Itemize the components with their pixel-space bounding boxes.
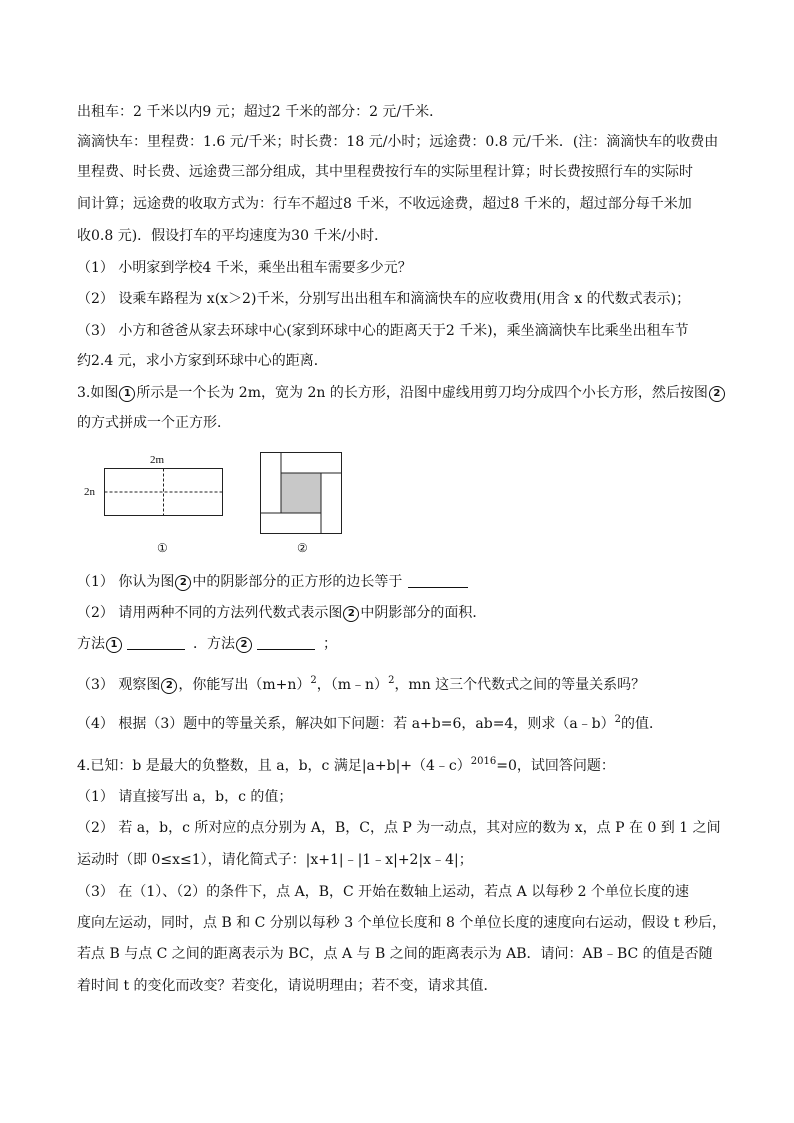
q3-part-2 — [77, 603, 486, 623]
circled-number-2: 2 — [161, 678, 177, 694]
circled-number-2: 2 — [175, 575, 191, 591]
q2-part-3-line-2: 约2.4 元，求小方家到环球中心的距离． — [77, 353, 328, 369]
figure-1-width-label: 2m — [150, 454, 165, 466]
q4-part-1: （1） 请直接写出 a，b，c 的值； — [77, 789, 293, 805]
method-semicolon: ； — [323, 636, 337, 652]
q2-part-2: （2） 设乘车路程为 x(x＞2)千米，分别写出出租车和滴滴快车的应收费用(用含 x 的代数式表示)； — [77, 291, 691, 307]
taxi-fare-line: 出租车：2 千米以内9 元；超过2 千米的部分：2 元/千米． — [77, 104, 444, 120]
q2-part-3-line-1: （3） 小方和爸爸从家去环球中心(家到环球中心的距离天于2 千米)，乘坐滴滴快车比乘坐出租车节 — [77, 323, 689, 339]
q4-part-2-line-2: 运动时（即 0≤x≤1），请化简式子：|x+1|﹣|1﹣x|+2|x﹣4|； — [77, 852, 473, 868]
q4-part-3-line-3: 若点 B 与点 C 之间的距离表示为 BC，点 A 与 B 之间的距离表示为 AB．请问：AB﹣BC 的值是否随 — [77, 946, 713, 962]
didi-note-line-2: 间计算；远途费的收取方式为：行车不超过8 千米，不收远途费，超过8 千米的，超过部分每千米加 — [77, 196, 692, 212]
q4-stem-text-b: =0，试回答问题： — [496, 758, 615, 774]
answer-blank — [408, 573, 468, 588]
q4-part-3-line-4: 着时间 t 的变化而改变？若变化，请说明理由；若不变，请求其值． — [77, 978, 498, 994]
method-label-a: 方法 — [77, 636, 105, 652]
q3-part-3-text-c: ，（m﹣n） — [316, 677, 389, 693]
q3-part-2-text-a: （2） 请用两种不同的方法列代数式表示图 — [77, 605, 343, 621]
q3-part-4-text-b: 的值． — [621, 716, 664, 732]
figure-1-height-label: 2n — [84, 486, 95, 498]
q4-part-2-line-1: （2） 若 a，b，c 所对应的点分别为 A，B，C，点 P 为一动点，其对应的数为 x，点 P 在 0 到 1 之间 — [77, 820, 721, 836]
exponent: 2 — [614, 714, 622, 725]
figure-2-caption: ② — [297, 541, 308, 555]
method-label-b: ．方法 — [193, 636, 235, 652]
q2-part-1: （1） 小明家到学校4 千米，乘坐出租车需要多少元？ — [77, 260, 412, 276]
q4-stem — [77, 752, 615, 776]
q3-part-2-text-b: 中阴影部分的面积． — [360, 605, 487, 621]
q3-part-3-text-d: ，mn 这三个代数式之间的等量关系吗？ — [394, 677, 646, 693]
didi-note-line-1: 里程费、时长费、远途费三部分组成，其中里程费按行车的实际里程计算；时长费按照行车的实际时 — [77, 164, 693, 180]
answer-blank — [127, 635, 185, 650]
q3-part-4-text-a: （4） 根据（3）题中的等量关系，解决如下问题：若 a+b=6，ab=4，则求（a﹣b） — [77, 716, 615, 732]
figure-2-square — [260, 452, 344, 536]
q3-methods-line — [77, 634, 337, 654]
figure-1-caption: ① — [157, 541, 168, 555]
q3-stem-a: 3.如图 — [77, 385, 119, 401]
circled-number-1: 1 — [119, 386, 135, 402]
circled-number-2: 2 — [709, 386, 725, 402]
circled-number-1: 1 — [106, 637, 122, 653]
q4-part-3-line-1: （3） 在（1）、（2）的条件下，点 A，B，C 开始在数轴上运动，若点 A 以每秒 2 个单位长度的速 — [77, 884, 689, 900]
q3-stem-b: 所示是一个长为 2m，宽为 2n 的长方形，沿图中虚线用剪刀均分成四个小长方形，然后按图 — [136, 385, 708, 401]
q3-part-4 — [77, 710, 663, 734]
circled-number-2: 2 — [236, 637, 252, 653]
didi-fare-line: 滴滴快车：里程费：1.6 元/千米；时长费：18 元/小时；远途费：0.8 元/千米．(注：滴滴快车的收费由 — [77, 134, 719, 150]
answer-blank — [257, 635, 315, 650]
q3-part-3-text-b: ，你能写出（m+n） — [178, 677, 311, 693]
exponent: 2 — [388, 675, 395, 686]
q3-stem-line-1 — [77, 383, 726, 403]
q3-stem-line-2: 的方式拼成一个正方形． — [77, 415, 231, 431]
q3-part-1 — [77, 572, 468, 592]
q4-part-3-line-2: 度向左运动，同时，点 B 和 C 分别以每秒 3 个单位长度和 8 个单位长度的速度向右运动，假设 t 秒后， — [77, 915, 726, 931]
didi-note-line-3: 收0.8 元)．假设打车的平均速度为30 千米/小时． — [77, 228, 389, 244]
q4-stem-text-a: 4.已知：b 是最大的负整数，且 a，b，c 满足|a+b|+（4﹣c） — [77, 758, 471, 774]
figure-1-rectangle — [104, 468, 224, 518]
q3-part-3-text-a: （3） 观察图 — [77, 677, 161, 693]
q3-part-1-text-b: 中的阴影部分的正方形的边长等于 — [192, 574, 403, 590]
q3-part-3 — [77, 671, 645, 695]
q3-part-1-text-a: （1） 你认为图 — [77, 574, 175, 590]
circled-number-2: 2 — [343, 606, 359, 622]
exponent: 2 — [310, 675, 317, 686]
exponent: 2016 — [470, 756, 497, 767]
